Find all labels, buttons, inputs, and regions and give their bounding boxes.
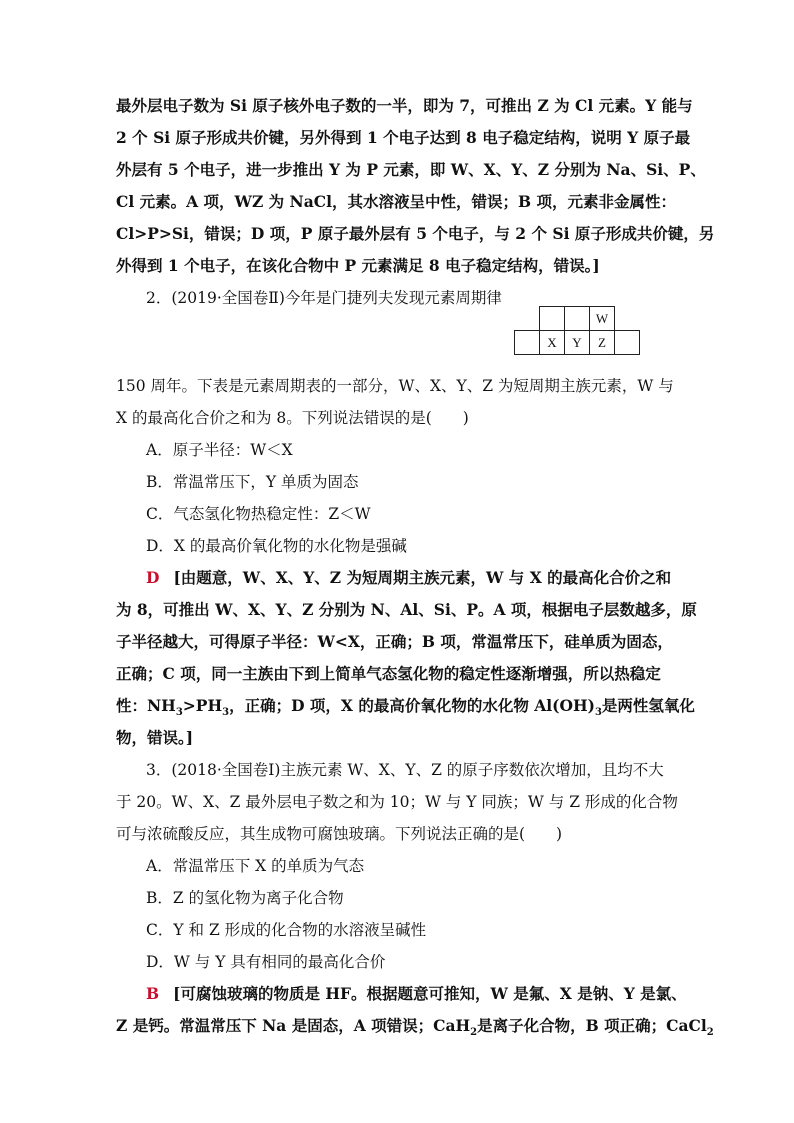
table-cell bbox=[565, 307, 590, 331]
question2-option-d: D．X 的最高价氧化物的水化物是强碱 bbox=[146, 537, 407, 555]
question2-explanation-line-2: 为 8，可推出 W、X、Y、Z 分别为 N、Al、Si、P。A 项，根据电子层数越多，原 bbox=[116, 600, 697, 619]
text-segment: 性：NH bbox=[116, 696, 176, 715]
text-segment: >PH bbox=[182, 696, 223, 715]
question2-stem-line-3: X 的最高化合价之和为 8。下列说法错误的是( ) bbox=[116, 409, 469, 427]
question2-explanation-line-1 bbox=[146, 568, 712, 588]
table-cell: W bbox=[590, 307, 615, 331]
question3-option-a: A．常温常压下 X 的单质为气态 bbox=[146, 857, 365, 875]
explanation1-line-5: Cl>P>Si，错误；D 项，P 原子最外层有 5 个电子，与 2 个 Si 原子形成共价键，另 bbox=[116, 224, 715, 243]
question3-option-d: D．W 与 Y 具有相同的最高化合价 bbox=[146, 953, 386, 971]
text-segment: 是离子化合物，B 项正确；CaCl bbox=[477, 1016, 707, 1035]
question3-stem-line-2: 于 20。W、X、Z 最外层电子数之和为 10；W 与 Y 同族；W 与 Z 形成的化合物 bbox=[116, 793, 678, 811]
question3-explanation-line-1 bbox=[146, 984, 712, 1004]
subscript: 3 bbox=[594, 707, 602, 719]
question3-explanation-text: [可腐蚀玻璃的物质是 HF。根据题意可推知，W 是氟、X 是钠、Y 是氯、 bbox=[173, 984, 687, 1003]
subscript: 3 bbox=[222, 707, 230, 719]
question3-option-b: B．Z 的氢化物为离子化合物 bbox=[146, 889, 344, 907]
table-cell: Y bbox=[565, 331, 590, 355]
subscript: 3 bbox=[175, 707, 183, 719]
periodic-table-fragment bbox=[514, 306, 640, 355]
table-cell bbox=[615, 307, 640, 331]
subscript: 2 bbox=[470, 1027, 478, 1039]
question3-option-c: C．Y 和 Z 形成的化合物的水溶液呈碱性 bbox=[146, 921, 427, 939]
question3-explanation-line-2 bbox=[116, 1016, 714, 1039]
explanation1-line-4: Cl 元素。A 项，WZ 为 NaCl，其水溶液呈中性，错误；B 项，元素非金属性： bbox=[116, 192, 676, 211]
question2-explanation-line-6: 物，错误。] bbox=[116, 728, 194, 747]
question2-stem-line-2: 150 周年。下表是元素周期表的一部分，W、X、Y、Z 为短周期主族元素，W 与 bbox=[116, 377, 674, 395]
table-cell bbox=[515, 331, 540, 355]
question3-stem-line-3: 可与浓硫酸反应，其生成物可腐蚀玻璃。下列说法正确的是( ) bbox=[116, 825, 563, 843]
question2-stem-line-1: 2．(2019·全国卷Ⅱ)今年是门捷列夫发现元素周期律 bbox=[146, 289, 502, 307]
periodic-table-row bbox=[515, 331, 640, 355]
question3-stem-line-1: 3．(2018·全国卷Ⅰ)主族元素 W、X、Y、Z 的原子序数依次增加，且均不大 bbox=[146, 761, 664, 779]
question2-option-c: C．气态氢化物热稳定性：Z＜W bbox=[146, 505, 371, 523]
question2-explanation-line-5 bbox=[116, 696, 695, 719]
explanation1-line-1: 最外层电子数为 Si 原子核外电子数的一半，即为 7，可推出 Z 为 Cl 元素。Y 能与 bbox=[116, 96, 693, 115]
table-cell bbox=[515, 307, 540, 331]
explanation1-line-6: 外得到 1 个电子，在该化合物中 P 元素满足 8 电子稳定结构，错误。] bbox=[116, 256, 600, 275]
question2-explanation-line-4: 正确；C 项，同一主族由下到上简单气态氢化物的稳定性逐渐增强，所以热稳定 bbox=[116, 664, 661, 683]
question2-option-b: B．常温常压下，Y 单质为固态 bbox=[146, 473, 359, 491]
text-segment: ，正确；D 项，X 的最高价氧化物的水化物 Al(OH) bbox=[229, 696, 595, 715]
periodic-table-row bbox=[515, 307, 640, 331]
table-cell bbox=[615, 331, 640, 355]
question2-option-a: A．原子半径：W＜X bbox=[146, 441, 293, 459]
question2-explanation-line-3: 子半径越大，可得原子半径：W<X，正确；B 项，常温常压下，硅单质为固态， bbox=[116, 632, 673, 651]
subscript: 2 bbox=[706, 1027, 714, 1039]
table-cell: X bbox=[540, 331, 565, 355]
table-cell bbox=[540, 307, 565, 331]
explanation1-line-3: 外层有 5 个电子，进一步推出 Y 为 P 元素，即 W、X、Y、Z 分别为 Na、Si、P、 bbox=[116, 160, 706, 179]
text-segment: 是两性氢氧化 bbox=[601, 696, 695, 715]
explanation1-line-2: 2 个 Si 原子形成共价键，另外得到 1 个电子达到 8 电子稳定结构，说明 Y 原子最 bbox=[116, 128, 691, 147]
question2-answer: D bbox=[146, 568, 160, 587]
question3-answer: B bbox=[146, 984, 160, 1003]
text-segment: Z 是钙。常温常压下 Na 是固态，A 项错误；CaH bbox=[116, 1016, 471, 1035]
table-cell: Z bbox=[590, 331, 615, 355]
question2-explanation-text: [由题意，W、X、Y、Z 为短周期主族元素，W 与 X 的最高化合价之和 bbox=[173, 568, 672, 587]
